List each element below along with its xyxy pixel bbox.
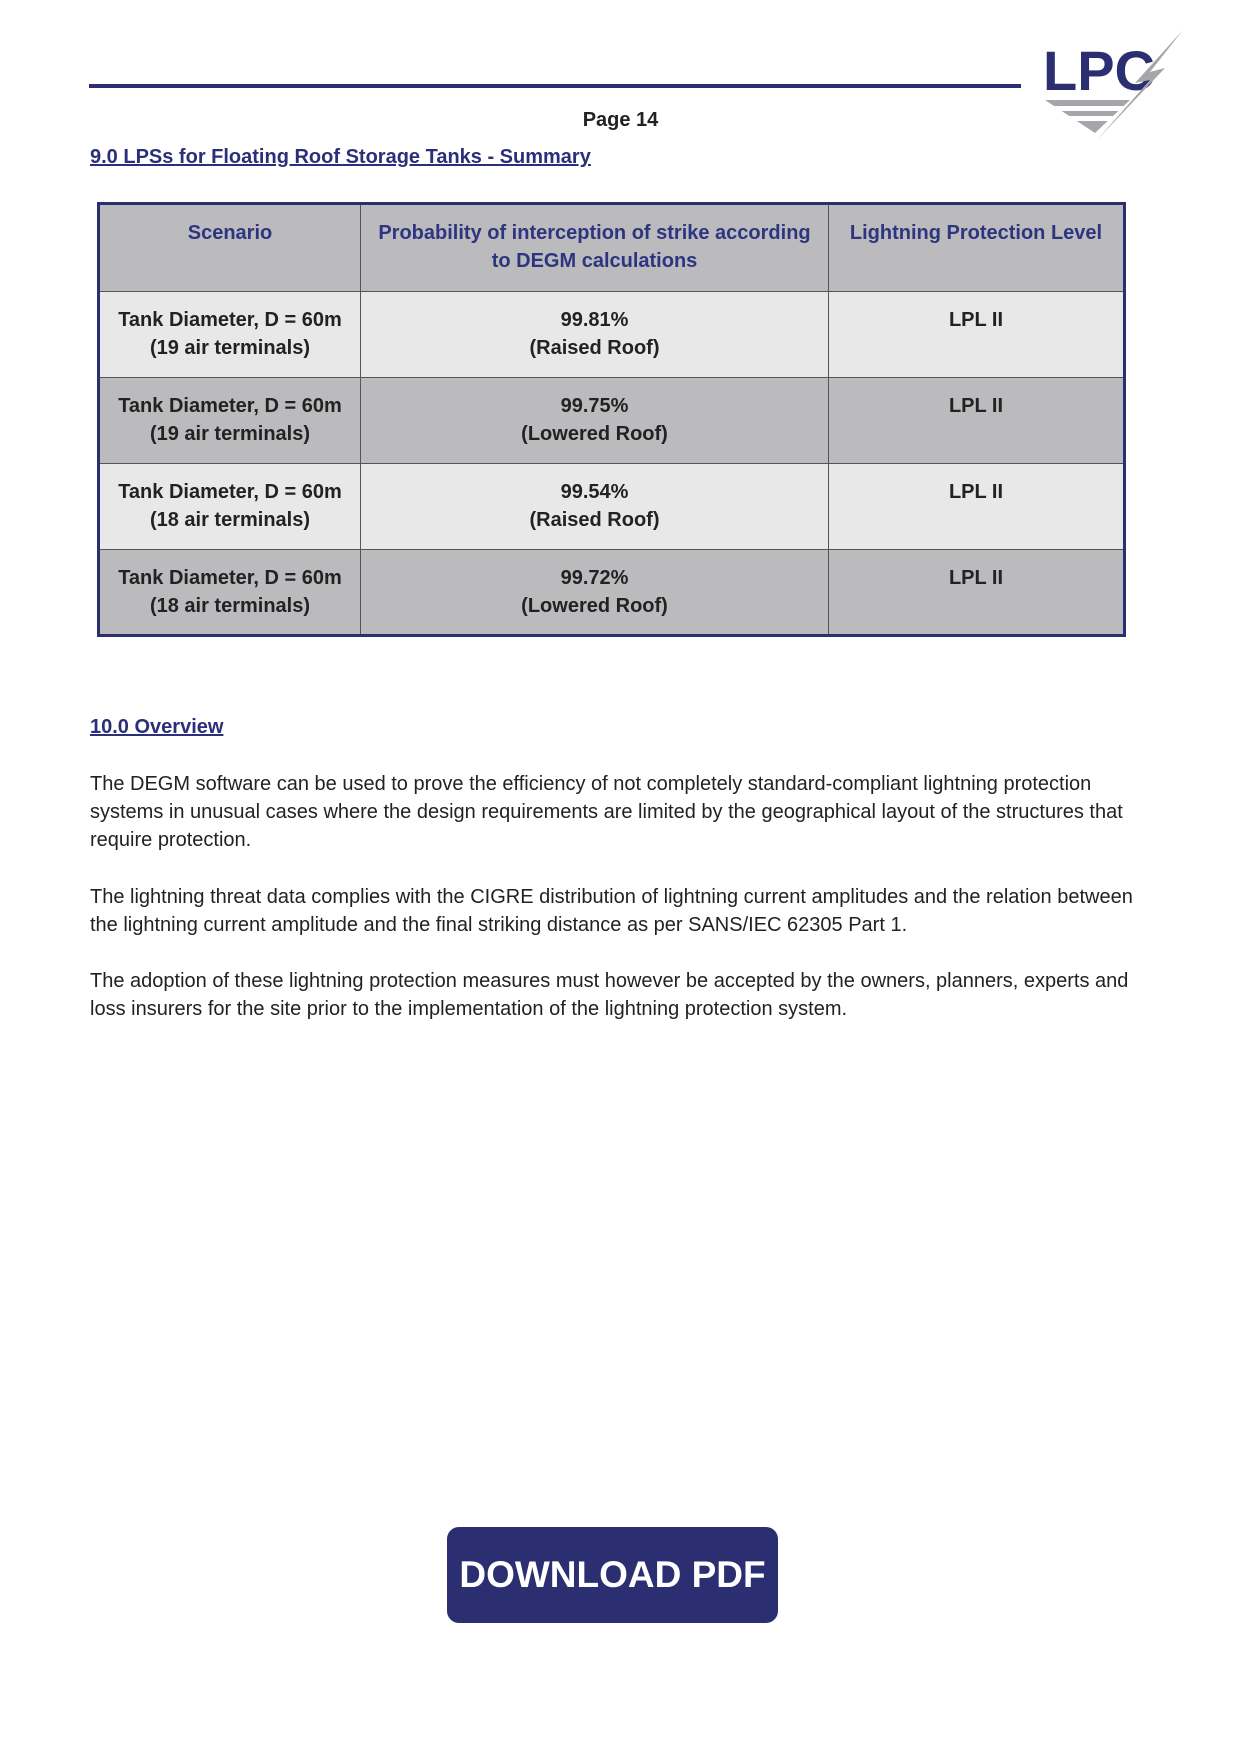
- lpl-cell: LPL II: [829, 464, 1125, 550]
- paragraph: The lightning threat data complies with the CIGRE distribution of lightning current amplitudes and the relation between the lightning current amplitude and the final striking distance as per SANS/IEC 62305 Part 1.: [90, 886, 1133, 936]
- section-10-heading: 10.0 Overview: [90, 716, 224, 738]
- header-probability: Probability of interception of strike according to DEGM calculations: [361, 204, 829, 292]
- scenario-cell: Tank Diameter, D = 60m (18 air terminals): [99, 550, 361, 636]
- header-rule: [89, 84, 1021, 88]
- probability-cell: 99.72% (Lowered Roof): [361, 550, 829, 636]
- probability-cell: 99.54% (Raised Roof): [361, 464, 829, 550]
- section-9-heading: 9.0 LPSs for Floating Roof Storage Tanks - Summary: [90, 146, 591, 168]
- table-row: [99, 378, 1125, 464]
- scenario-cell: Tank Diameter, D = 60m (18 air terminals): [99, 464, 361, 550]
- page-number: Page 14: [582, 109, 659, 131]
- table-header-row: [99, 204, 1125, 292]
- table-row: [99, 550, 1125, 636]
- download-pdf-button[interactable]: DOWNLOAD PDF: [447, 1527, 778, 1623]
- paragraph: The adoption of these lightning protection measures must however be accepted by the owners, planners, experts and loss insurers for the site prior to the implementation of the lightning protection system.: [90, 970, 1129, 1020]
- lpl-cell: LPL II: [829, 378, 1125, 464]
- header-lpl: Lightning Protection Level: [829, 204, 1125, 292]
- table-row: [99, 464, 1125, 550]
- scenario-cell: Tank Diameter, D = 60m (19 air terminals): [99, 292, 361, 378]
- lpl-cell: LPL II: [829, 550, 1125, 636]
- probability-cell: 99.81% (Raised Roof): [361, 292, 829, 378]
- header-scenario: Scenario: [99, 204, 361, 292]
- scenario-cell: Tank Diameter, D = 60m (19 air terminals): [99, 378, 361, 464]
- table-row: [99, 292, 1125, 378]
- probability-cell: 99.75% (Lowered Roof): [361, 378, 829, 464]
- lpl-cell: LPL II: [829, 292, 1125, 378]
- svg-text:LPC: LPC: [1043, 39, 1155, 102]
- summary-table: [97, 202, 1126, 637]
- paragraph: The DEGM software can be used to prove the efficiency of not completely standard-compliant lightning protection systems in unusual cases where the design requirements are limited by the geographical layout of the structures that require protection.: [90, 773, 1123, 851]
